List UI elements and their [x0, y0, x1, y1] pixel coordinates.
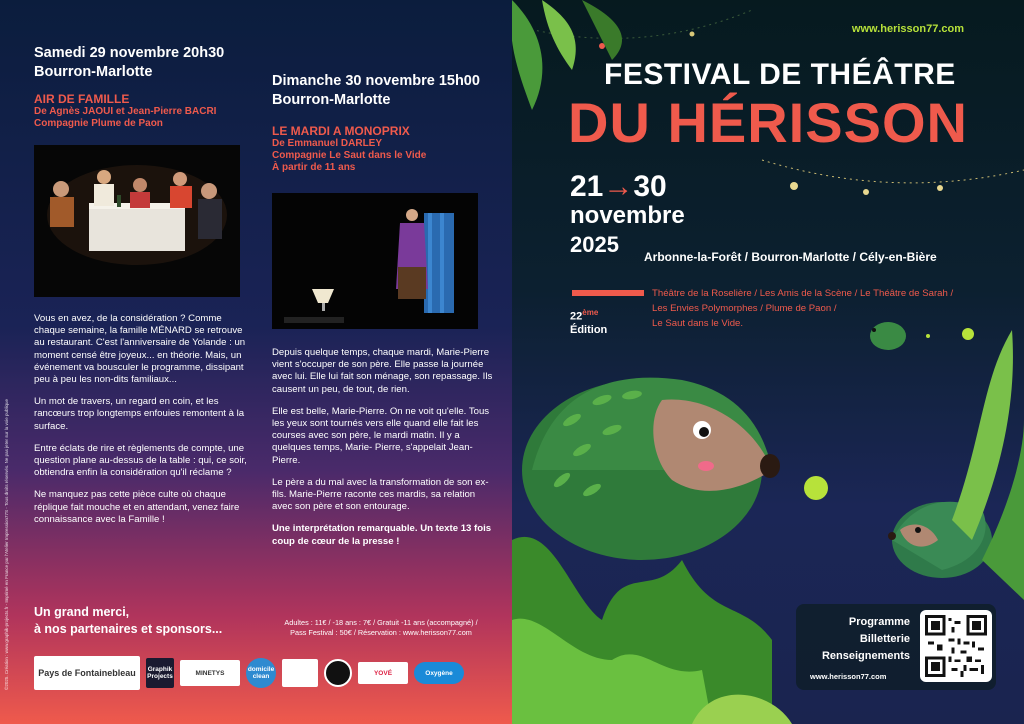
show2-highlight: Une interprétation remarquable. Un texte 13 fois coup de cœur de la presse ! [272, 523, 492, 547]
show1-date-block [34, 44, 224, 82]
show1-title: AIR DE FAMILLE [34, 92, 130, 106]
edition-label: Édition [570, 323, 608, 336]
show2-paragraph: Le père a du mal avec la transformation de son ex-fils. Marie-Pierre raconte ces mardis, sa relation avec son père et son entourage. [272, 476, 489, 513]
sponsor-logos [34, 656, 464, 690]
info-box [796, 604, 996, 690]
show1-paragraph: Entre éclats de rire et règlements de compte, une question plane au-dessus de la table : qui, ce soir, obtiendra enfin la considération qu'il réclame ? [34, 442, 247, 479]
partners-thanks [34, 604, 222, 638]
logo-oxygene: Oxygène [414, 662, 464, 684]
thanks-line: Un grand merci, [34, 605, 130, 619]
show1-heading [34, 92, 216, 130]
logo-minetys: MINETYS [180, 660, 240, 686]
show1-company: Compagnie Plume de Paon [34, 118, 163, 129]
show1-date: Samedi 29 novembre 20h30 [34, 45, 225, 61]
show2-date: Dimanche 30 novembre 15h00 [272, 73, 480, 89]
companies-line: Le Saut dans le Vide. [652, 318, 744, 329]
show2-paragraph: Elle est belle, Marie-Pierre. On ne voit qu'elle. Tous les yeux sont tournés vers elle quand elle fait les courses avec son père, le mardi matin. Il y a quelques temps, Marie- Pierre, s'appelait Jean-Pierre. [272, 405, 490, 466]
show2-heading [272, 124, 426, 174]
edition-number: 22 [570, 310, 583, 323]
right-panel [512, 0, 1024, 724]
festival-dates [570, 172, 685, 260]
show1-place: Bourron-Marlotte [34, 64, 153, 80]
date-start: 21 [570, 170, 604, 203]
show1-authors: De Agnès JAOUI et Jean-Pierre BACRI [34, 106, 217, 117]
info-programme: Programme [848, 616, 910, 628]
show2-title: LE MARDI A MONOPRIX [272, 124, 410, 138]
thanks-line: à nos partenaires et sponsors... [34, 622, 223, 636]
prices-info [272, 618, 490, 638]
info-billetterie: Billetterie [859, 633, 910, 645]
date-month: novembre [570, 202, 685, 229]
logo-graphik-projects: Graphik Projects [146, 658, 174, 688]
edition-badge [570, 306, 607, 337]
info-lines [810, 614, 910, 665]
logo-yove: YOVÉ [358, 662, 408, 684]
side-credit: ©2025. Création : www.graphik-projects.fr - Imprimé en France par l'Atelier Impression77S - Tous droits réservés. Ne pas jeter sur la voie publique [4, 399, 9, 690]
logo-sponsor [282, 659, 318, 687]
show2-photo [272, 193, 478, 329]
show2-company: Compagnie Le Saut dans le Vide [272, 150, 427, 161]
decorative-bar [572, 290, 644, 296]
show2-description [272, 347, 494, 558]
companies-line: Les Envies Polymorphes / Plume de Paon / [652, 303, 837, 314]
show1-paragraph: Ne manquez pas cette pièce culte où chaque réplique fait mouche et en attendant, venez faire connaissance avec la Famille ! [34, 489, 240, 525]
edition-suffix: ème [582, 308, 599, 317]
info-renseignements: Renseignements [821, 650, 910, 662]
festival-title: FESTIVAL DE THÉÂTRE [604, 58, 956, 91]
qr-code-icon[interactable] [920, 610, 992, 682]
prices-line: Pass Festival : 50€ / Réservation : www.herisson77.com [290, 628, 472, 637]
logo-sponsor [324, 659, 352, 687]
date-arrow-icon: → [603, 170, 634, 203]
show1-paragraph: Vous en avez, de la considération ? Comme chaque semaine, la famille MÉNARD se retrouve au restaurant. C'est l'anniversaire de Yolande : un moment censé être joyeux... en théorie. Mais, un événement va bousculer le programme, dissipant peu à peu les non-dits familiaux... [34, 313, 246, 386]
festival-name: DU HÉRISSON [568, 91, 968, 154]
date-year: 2025 [570, 232, 619, 257]
show2-paragraph: Depuis quelque temps, chaque mardi, Marie-Pierre vient s'occuper de son père. Elle passe la journée avec lui. Elle lui fait son ménage, son repassage. Ils causent un peu, de tout, de rien. [272, 347, 493, 395]
show1-photo [34, 145, 240, 297]
show2-place: Bourron-Marlotte [272, 92, 391, 108]
show2-authors: De Emmanuel DARLEY [272, 138, 383, 149]
companies-line: Théâtre de la Roselière / Les Amis de la Scène / Le Théâtre de Sarah / [652, 288, 954, 299]
prices-line: Adultes : 11€ / -18 ans : 7€ / Gratuit -11 ans (accompagné) / [284, 618, 478, 627]
show1-paragraph: Un mot de travers, un regard en coin, et les rancœurs trop longtemps enfouies remontent à la surface. [34, 396, 245, 432]
festival-towns: Arbonne-la-Forêt / Bourron-Marlotte / Cély-en-Bière [644, 250, 937, 264]
show2-age: À partir de 11 ans [272, 162, 356, 173]
show1-description [34, 313, 254, 536]
date-end: 30 [633, 170, 667, 203]
logo-domicile-clean: domicile clean [246, 658, 276, 688]
info-website-link[interactable]: www.herisson77.com [810, 672, 887, 681]
website-link-top[interactable]: www.herisson77.com [851, 23, 964, 35]
show2-date-block [272, 72, 480, 110]
companies-list [652, 286, 953, 331]
logo-pays-de-fontainebleau: Pays de Fontainebleau [34, 656, 140, 690]
